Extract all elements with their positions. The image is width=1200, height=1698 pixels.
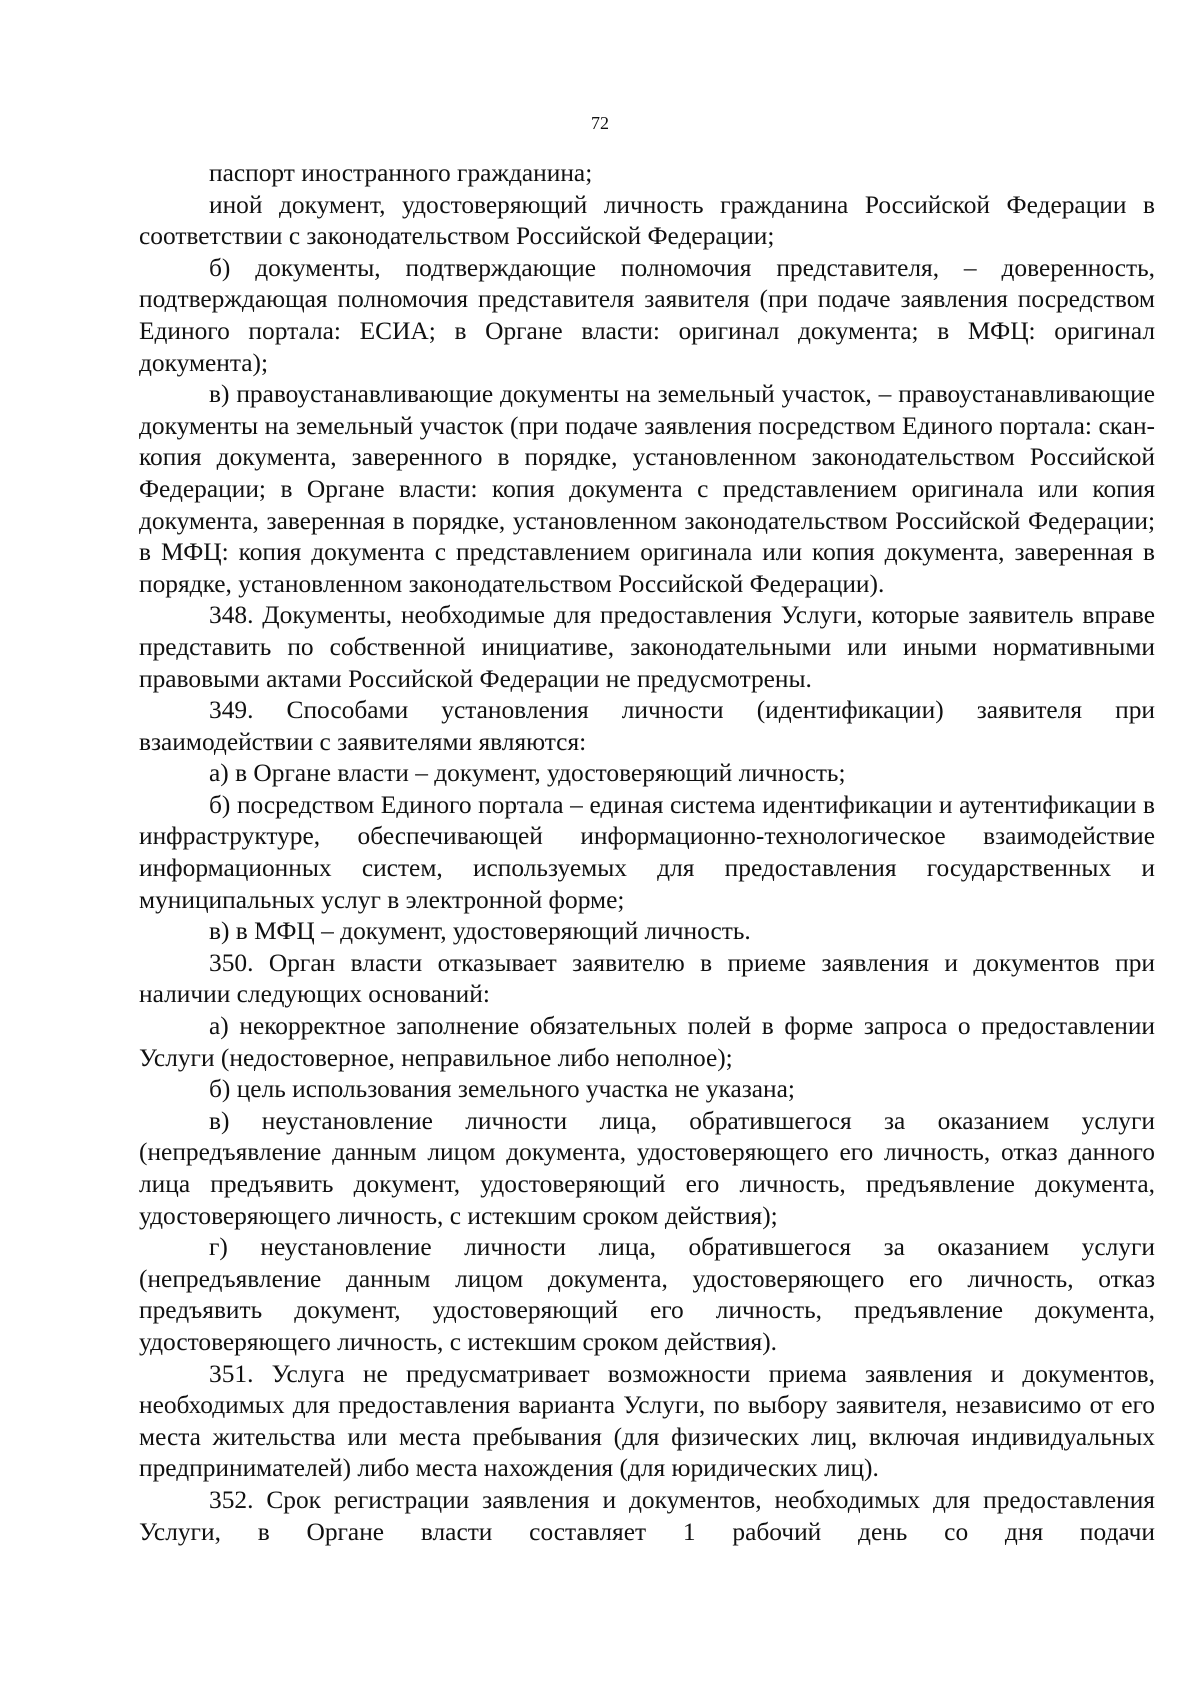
document-body (139, 158, 1155, 1548)
paragraph-349-v: в) в МФЦ – документ, удостоверяющий личность. (209, 917, 751, 946)
paragraph-350-a: а) некорректное заполнение обязательных полей в форме запроса о предоставлении Услуги (недостоверное, неправильное либо неполное); (139, 1012, 1155, 1072)
paragraph-349-a: а) в Органе власти – документ, удостоверяющий личность; (209, 759, 846, 788)
paragraph-350-v: в) неустановление личности лица, обратившегося за оказанием услуги (непредъявление данным лицом документа, удостоверяющего его личность, отказ данного лица предъявить документ, удостоверяющий его личность, предъявление документа, удостоверяющего личность, с истекшим сроком действия); (139, 1106, 1155, 1230)
paragraph-351: 351. Услуга не предусматривает возможности приема заявления и документов, необходимых для предоставления варианта Услуги, по выбору заявителя, независимо от его места жительства или места пребывания (для физических лиц, включая индивидуальных предпринимателей) либо места нахождения (для юридических лиц). (139, 1359, 1155, 1483)
paragraph-350-g: г) неустановление личности лица, обратившегося за оказанием услуги (непредъявление данным лицом документа, удостоверяющего его личность, отказ предъявить документ, удостоверяющий его личность, предъявление документа, удостоверяющего личность, с истекшим сроком действия). (139, 1233, 1155, 1356)
page-number: 72 (591, 113, 609, 133)
paragraph-350-b: б) цель использования земельного участка не указана; (209, 1075, 795, 1104)
paragraph-350: 350. Орган власти отказывает заявителю в приеме заявления и документов при наличии следующих оснований: (139, 948, 1155, 1009)
paragraph-352: 352. Срок регистрации заявления и документов, необходимых для предоставления Услуги, в Органе власти составляет 1 рабочий день со дня подачи (139, 1485, 1155, 1546)
paragraph-other-identity-document: иной документ, удостоверяющий личность гражданина Российской Федерации в соответствии с законодательством Российской Федерации; (139, 190, 1155, 251)
paragraph-title-documents: в) правоустанавливающие документы на земельный участок, – правоустанавливающие документы на земельный участок (при подаче заявления посредством Единого портала: скан-копия документа, заверенного в порядке, установленном законодательством Российской Федерации; в Органе власти: копия документа с представлением оригинала или копия документа, заверенная в порядке, установленном законодательством Российской Федерации; в МФЦ: копия документа с представлением оригинала или копия документа, заверенная в порядке, установленном законодательством Российской Федерации). (139, 380, 1155, 598)
paragraph-348: 348. Документы, необходимые для предоставления Услуги, которые заявитель вправе представить по собственной инициативе, законодательными или иными нормативными правовыми актами Российской Федерации не предусмотрены. (139, 601, 1155, 693)
paragraph-foreign-passport: паспорт иностранного гражданина; (209, 159, 593, 187)
paragraph-representative-authority: б) документы, подтверждающие полномочия представителя, – доверенность, подтверждающая полномочия представителя заявителя (при подаче заявления посредством Единого портала: ЕСИА; в Органе власти: оригинал документа; в МФЦ: оригинал документа); (139, 253, 1155, 377)
paragraph-349-b: б) посредством Единого портала – единая система идентификации и аутентификации в инфраструктуре, обеспечивающей информационно-технологическое взаимодействие информационных систем, используемых для предоставления государственных и муниципальных услуг в электронной форме; (139, 790, 1155, 914)
paragraph-349: 349. Способами установления личности (идентификации) заявителя при взаимодействии с заявителями являются: (139, 696, 1155, 756)
